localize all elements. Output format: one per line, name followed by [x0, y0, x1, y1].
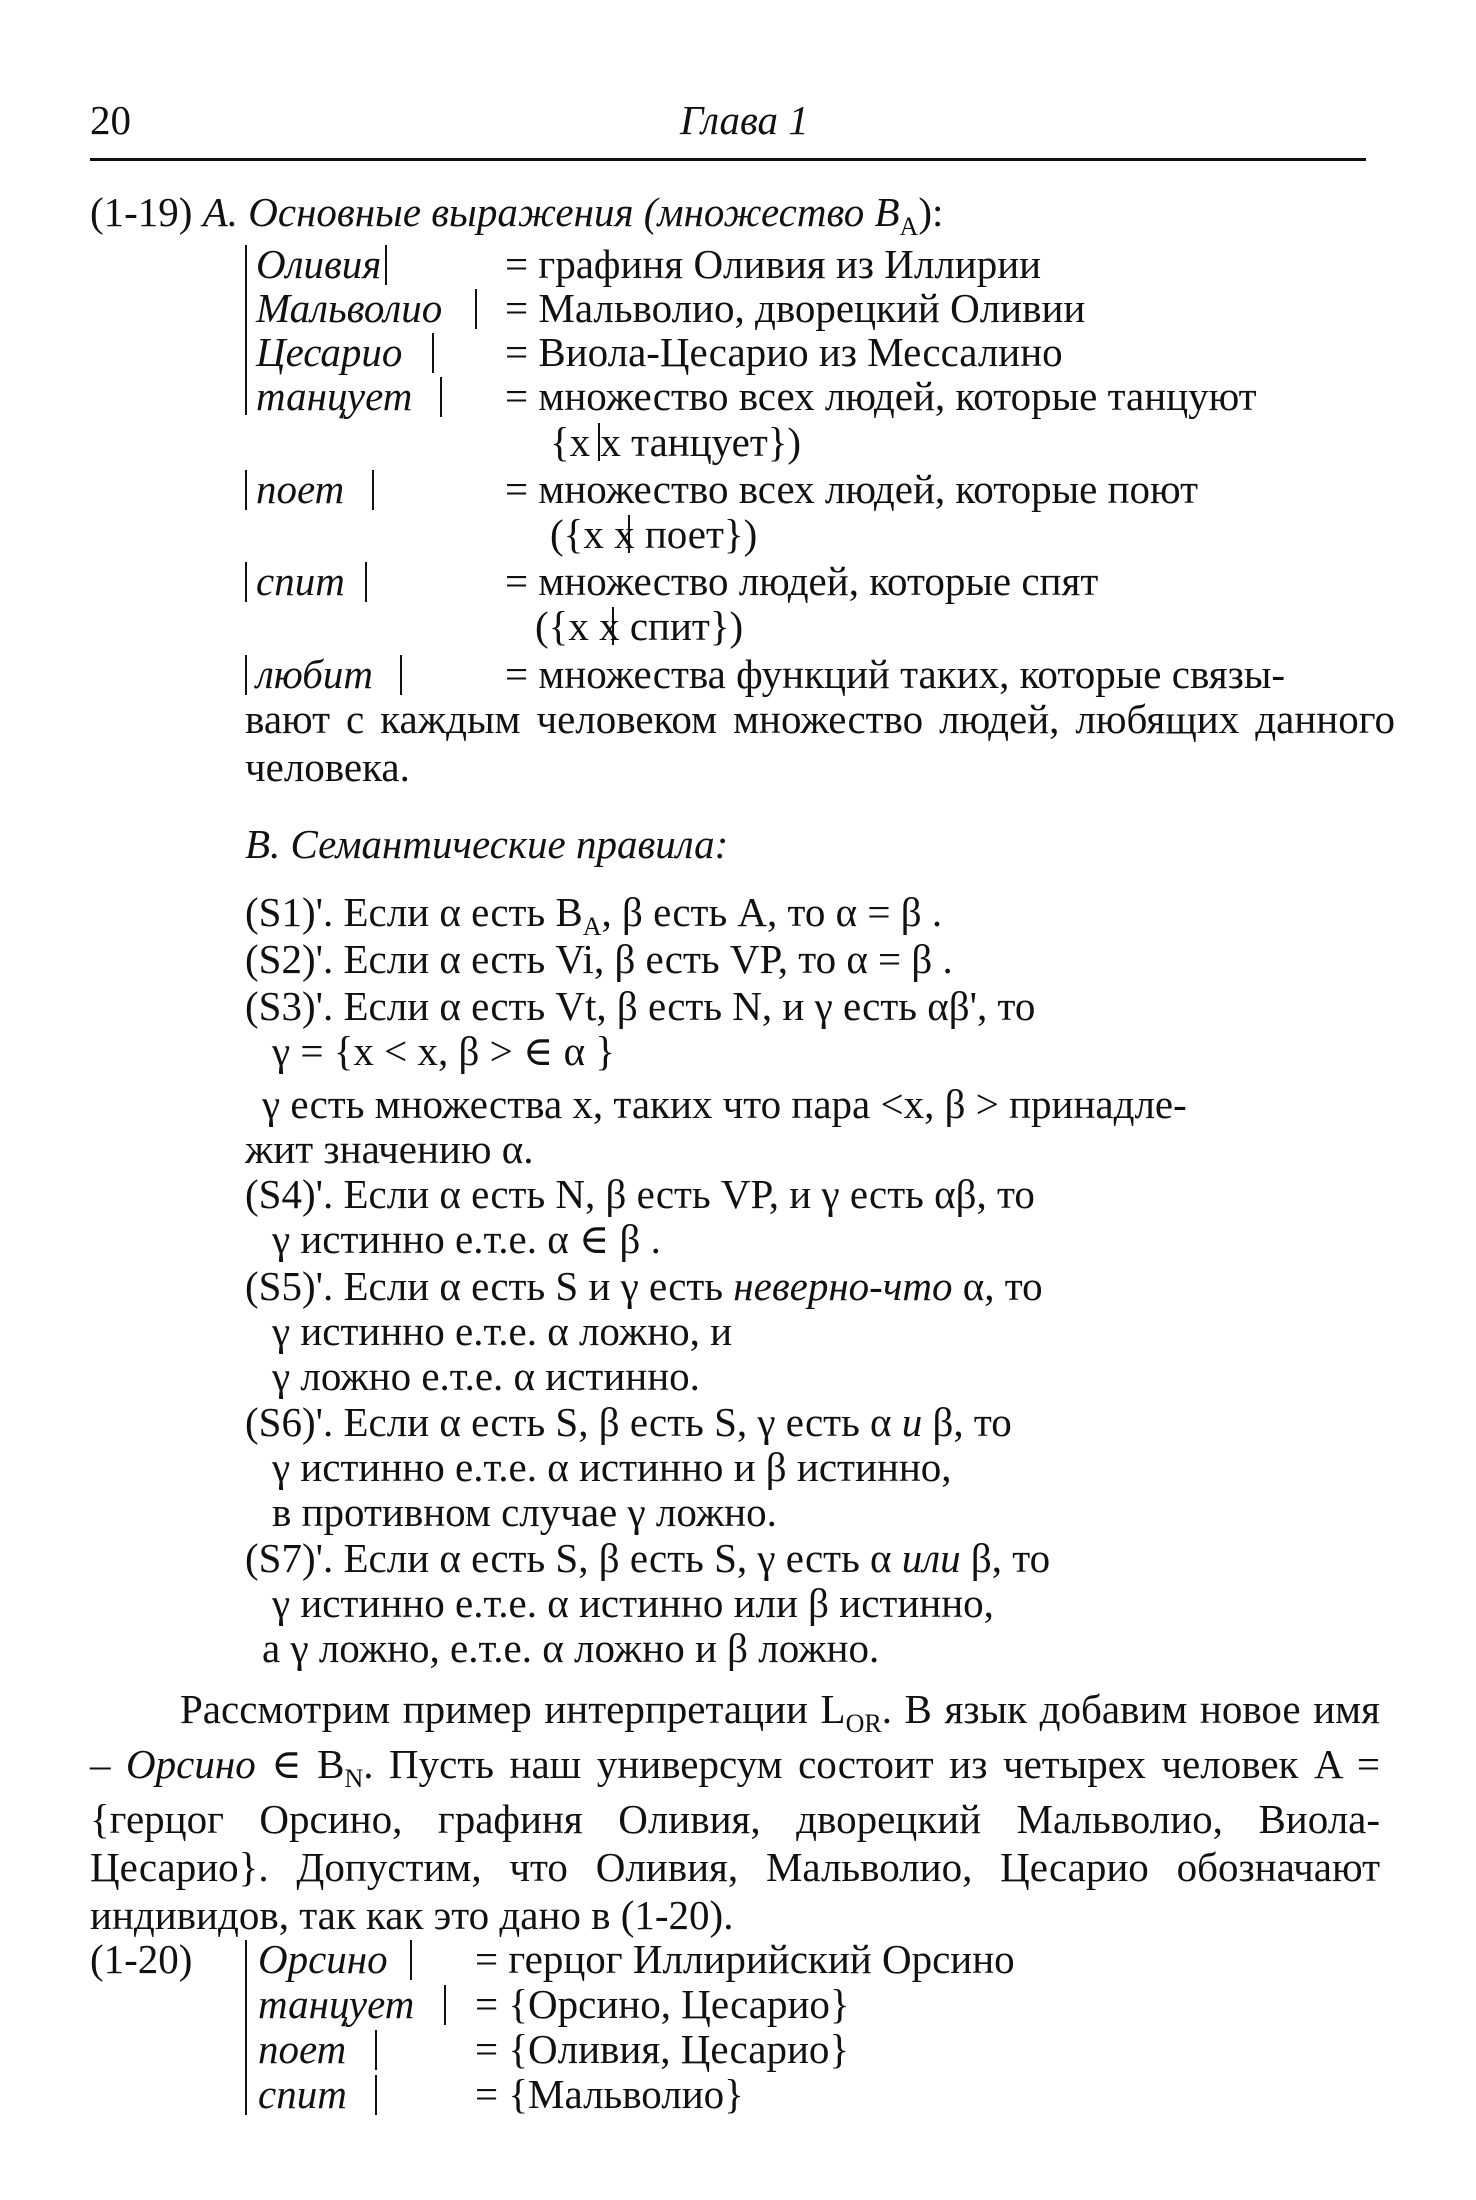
denotation-bar	[245, 245, 247, 415]
rule-s6: (S6)'. Если α есть S, β есть S, γ есть α и β, то	[245, 1399, 1012, 1445]
page-number: 20	[90, 97, 131, 143]
entry-term: Цесарио	[256, 329, 403, 375]
entry-term: Оливия	[256, 241, 382, 287]
entry-term: Орсино	[258, 1936, 388, 1982]
denotation-bar	[475, 289, 477, 329]
entry-definition: = множество людей, которые спят	[505, 558, 1099, 604]
rule-s4-condition: γ истинно е.т.е. α ∈ β .	[272, 1216, 661, 1262]
rule-s7-condition-1: γ истинно е.т.е. α истинно или β истинно,	[272, 1580, 994, 1626]
denotation-bar	[372, 470, 374, 510]
denotation-bar	[365, 562, 367, 602]
denotation-bar	[245, 655, 247, 695]
denotation-bar	[245, 1940, 247, 2115]
rule-s5-condition-1: γ истинно е.т.е. α ложно, и	[272, 1308, 733, 1354]
rule-s7: (S7)'. Если α есть S, β есть S, γ есть α или β, то	[245, 1535, 1051, 1581]
denotation-bar	[400, 655, 402, 695]
part-a-title: Основные выражения (множество B	[248, 189, 900, 235]
entry-term: любит	[256, 651, 373, 697]
rule-s2: (S2)'. Если α есть Vi, β есть VP, то α = β .	[245, 936, 953, 982]
example-label: (1-20)	[90, 1936, 193, 1982]
rule-s7-condition-2: а γ ложно, е.т.е. α ложно и β ложно.	[262, 1625, 880, 1671]
denotation-bar	[432, 333, 434, 373]
entry-definition: = {Мальволио}	[475, 2071, 744, 2117]
denotation-bar	[375, 2030, 377, 2070]
rule-s1: (S1)'. Если α есть $B_A$, β есть A, то α = β .	[245, 889, 943, 942]
denotation-bar	[245, 470, 247, 510]
rule-s6-condition-1: γ истинно е.т.е. α истинно и β истинно,	[272, 1444, 952, 1490]
body-paragraph: Рассмотрим пример интерпретации $L_{OR}$. В язык добавим новое имя – Орсино ∈ $B_N$. Пусть наш универсум состоит из четырех человек A = {герцог Орсино, графиня Оливия, дворецкий Мальволио, Виола-Цесарио}. Допустим, что Оливия, Мальволио, Цесарио обозначают индивидов, так как это дано в (1-20).	[90, 1686, 1380, 1939]
entry-term: Мальволио	[256, 285, 443, 331]
entry-definition: = множества функций таких, которые связы-	[505, 651, 1286, 697]
rule-s4: (S4)'. Если α есть N, β есть VP, и γ есть αβ, то	[245, 1171, 1035, 1217]
entry-term: спит	[256, 558, 345, 604]
rule-s3-formula: γ = {x < x, β > ∈ α }	[272, 1028, 616, 1074]
entry-definition: = {Орсино, Цесарио}	[475, 1981, 850, 2027]
chapter-title: Глава 1	[680, 97, 809, 143]
entry-definition: = герцог Иллирийский Орсино	[475, 1936, 1015, 1982]
denotation-bar	[375, 2075, 377, 2115]
entry-term: поет	[256, 466, 345, 512]
entry-term: поет	[258, 2026, 347, 2072]
entry-definition: = множество всех людей, которые поют	[505, 466, 1199, 512]
entry-definition: = Мальволио, дворецкий Оливии	[505, 285, 1086, 331]
entry-definition: = {Оливия, Цесарио}	[475, 2026, 850, 2072]
set-bar	[598, 423, 600, 461]
set-bar	[612, 607, 614, 645]
entry-term: танцует	[256, 373, 413, 419]
part-b-title: В. Семантические правила:	[245, 821, 729, 867]
example-label: (1-19)	[90, 189, 193, 235]
rule-s3-explanation-cont: жит значению α.	[245, 1126, 534, 1172]
set-notation: ({x x поет})	[550, 511, 758, 557]
definition-continuation: вают с каждым человеком множество людей, любящих данного человека.	[245, 696, 1395, 791]
entry-term: спит	[258, 2071, 347, 2117]
rule-s5-condition-2: γ ложно е.т.е. α истинно.	[272, 1353, 700, 1399]
rule-s6-condition-2: в противном случае γ ложно.	[272, 1489, 777, 1535]
set-notation: ({x x спит})	[535, 603, 744, 649]
set-bar	[628, 515, 630, 553]
denotation-bar	[410, 1940, 412, 1980]
denotation-bar	[245, 562, 247, 602]
set-notation: {x x танцует})	[550, 419, 802, 465]
running-header	[90, 96, 1366, 161]
entry-definition: = множество всех людей, которые танцуют	[505, 373, 1257, 419]
denotation-bar	[440, 377, 442, 417]
rule-s3-explanation: γ есть множества x, таких что пара <x, β > принадле-	[262, 1081, 1187, 1127]
entry-definition: = Виола-Цесарио из Мессалино	[505, 329, 1063, 375]
rule-s3: (S3)'. Если α есть Vt, β есть N, и γ есть αβ', то	[245, 983, 1036, 1029]
rule-s5: (S5)'. Если α есть S и γ есть неверно-что α, то	[245, 1263, 1043, 1309]
denotation-bar	[385, 245, 387, 285]
entry-definition: = графиня Оливия из Иллирии	[505, 241, 1042, 287]
denotation-bar	[444, 1985, 446, 2025]
example-1-19-heading: (1-19) А. Основные выражения (множество $B_A$):	[90, 189, 944, 242]
entry-term: танцует	[258, 1981, 415, 2027]
